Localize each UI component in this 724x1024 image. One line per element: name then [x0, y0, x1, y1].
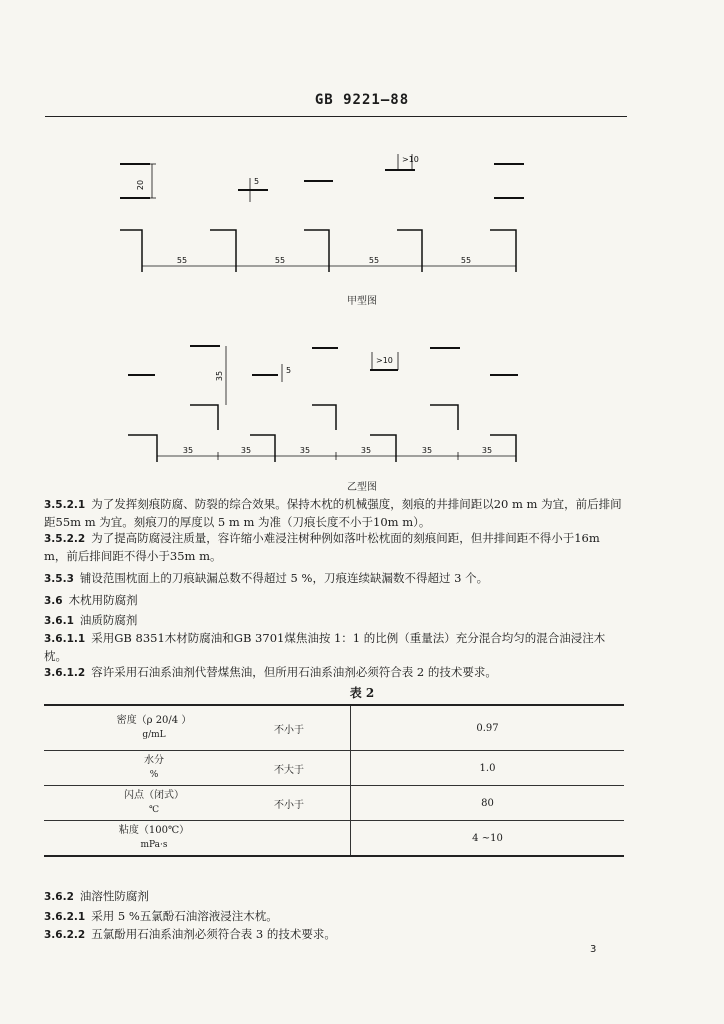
- section-heading: 3.6.1 油质防腐剂: [44, 613, 138, 627]
- property-unit: %: [149, 770, 159, 780]
- groove-profile: [490, 435, 516, 462]
- property-name: 粘度（100℃）: [118, 825, 190, 836]
- property-name: 闪点（闭式）: [124, 790, 184, 801]
- figure-a-diagram: [0, 140, 724, 310]
- page-number: 3: [590, 944, 597, 955]
- property-name: 水分: [144, 755, 164, 766]
- header-rule: [45, 116, 627, 117]
- dim-height: 20: [136, 179, 145, 191]
- groove-profile: [312, 405, 336, 430]
- condition: 不小于: [264, 705, 351, 751]
- clause: 3.5.3 铺设范围枕面上的刀痕缺漏总数不得超过 5 %，刀痕连续缺漏数不得超过 3 个。: [44, 571, 489, 585]
- clause: 3.6.2.2 五氯酚用石油系油剂必须符合表 3 的技术要求。: [44, 927, 336, 941]
- property-unit: mPa·s: [140, 840, 168, 850]
- groove-profile: [120, 230, 142, 272]
- dim-depth: 5: [286, 366, 292, 375]
- section-heading: 3.6.2 油溶性防腐剂: [44, 889, 149, 903]
- table-row: [44, 786, 624, 821]
- table-row: [44, 705, 624, 751]
- section-heading: 3.6 木枕用防腐剂: [44, 593, 138, 607]
- groove-profile: [190, 405, 218, 430]
- condition: 不小于: [264, 786, 351, 821]
- table-row: [44, 751, 624, 786]
- clause: 3.6.1.2 容许采用石油系油剂代替煤焦油，但所用石油系油剂必须符合表 2 的技术要求。: [44, 665, 497, 679]
- figure-b-diagram: [0, 330, 724, 500]
- groove-profile: [128, 435, 157, 462]
- property-unit: ℃: [148, 805, 160, 815]
- clause: 3.6.2.1 采用 5 %五氯酚石油溶液浸注木枕。: [44, 909, 278, 923]
- dim-depth: 5: [254, 177, 260, 186]
- property-name: 密度（ρ 20/4 ）: [116, 715, 192, 726]
- groove-profile: [250, 435, 275, 462]
- table-2: [44, 704, 624, 857]
- condition: 不大于: [264, 751, 351, 786]
- dim-spacing: 55: [460, 256, 472, 265]
- document-header: GB 9221—88: [314, 92, 410, 108]
- clause: 3.5.2.1 为了发挥刻痕防腐、防裂的综合效果。保持木枕的机械强度，刻痕的井排间距以20 m m 为宜，前后排间距55m m 为宜。刻痕刀的厚度以 5 m m 为准（刀痕长度不小于10m m）。: [44, 497, 622, 529]
- dim-spacing: 55: [176, 256, 188, 265]
- table-row: [44, 821, 624, 857]
- dim-height: 35: [215, 370, 224, 382]
- dim-len: >10: [376, 356, 393, 365]
- dim-spacing: 55: [368, 256, 380, 265]
- dim-spacing: 55: [274, 256, 286, 265]
- dim-spacing: 35: [182, 446, 194, 455]
- clause: 3.6.1.1 采用GB 8351木材防腐油和GB 3701煤焦油按 1：1 的比例（重量法）充分混合均匀的混合油浸注木枕。: [44, 631, 606, 663]
- groove-profile: [430, 405, 458, 430]
- value: 80: [351, 786, 625, 821]
- value: 4 ~10: [351, 821, 625, 857]
- value: 0.97: [351, 705, 625, 751]
- figure-a-caption: 甲型图: [347, 296, 377, 307]
- dim-spacing: 35: [481, 446, 493, 455]
- condition: [264, 821, 351, 857]
- table-2-title: 表 2: [349, 686, 375, 700]
- groove-profile: [370, 435, 396, 462]
- dim-len: >10: [402, 155, 419, 164]
- clause: 3.5.2.2 为了提高防腐浸注质量，容许缩小难浸注树种例如落叶松枕面的刻痕间距，但井排间距不得小于16m m，前后排间距不得小于35m m。: [44, 531, 600, 563]
- dim-spacing: 35: [360, 446, 372, 455]
- figure-b-caption: 乙型图: [347, 482, 377, 493]
- dim-spacing: 35: [240, 446, 252, 455]
- dim-spacing: 35: [299, 446, 311, 455]
- value: 1.0: [351, 751, 625, 786]
- property-unit: g/mL: [142, 730, 166, 740]
- dim-spacing: 35: [421, 446, 433, 455]
